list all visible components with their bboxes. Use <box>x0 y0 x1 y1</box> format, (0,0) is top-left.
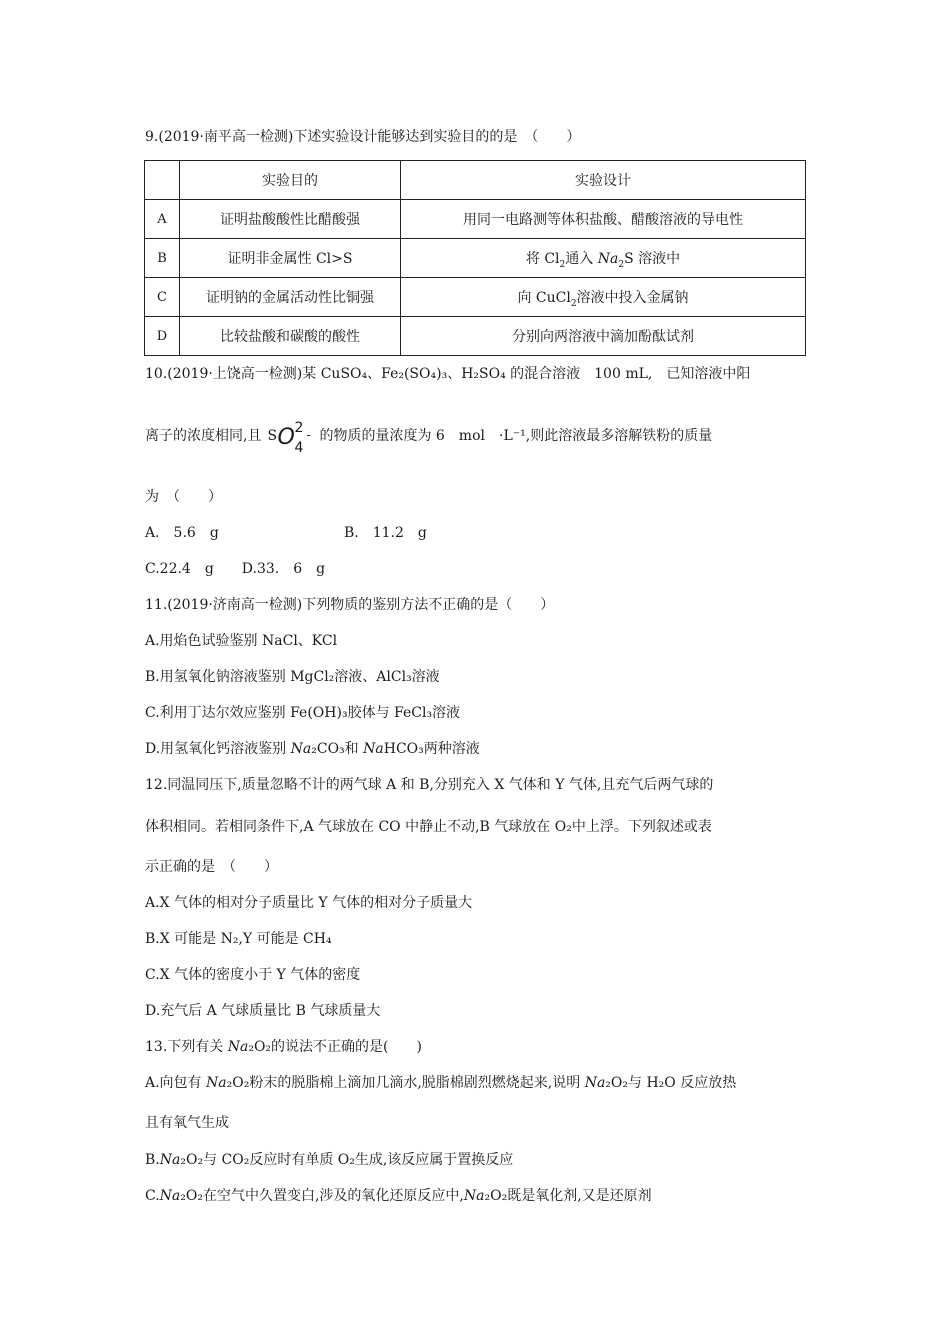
sulfate-ion-formula: S O 2 4 - <box>267 420 311 456</box>
row-key: D <box>145 317 180 356</box>
table-header-cell: 实验目的 <box>180 161 401 200</box>
question-10-line-1: 10.(2019·上饶高一检测)某 CuSO₄、Fe₂(SO₄)₃、H₂SO₄ 的混合溶液 100 mL, 已知溶液中阳 <box>145 366 751 382</box>
option-a-line-2: 且有氧气生成 <box>145 1115 229 1131</box>
row-goal: 证明非金属性 Cl>S <box>180 239 401 278</box>
row-design: 向 CuCl$_2$溶液中投入金属钠 <box>401 278 806 317</box>
question-9-stem: 9.(2019·南平高一检测)下述实验设计能够达到实验目的的是 （ ） <box>145 129 581 145</box>
option-b: B.X 可能是 N₂,Y 可能是 CH₄ <box>145 931 332 947</box>
option-a: A.X 气体的相对分子质量比 Y 气体的相对分子质量大 <box>145 895 473 911</box>
question-10-line-3: 为 （ ） <box>145 489 222 505</box>
option-a-line-1: A.向包有 Na₂O₂粉末的脱脂棉上滴加几滴水,脱脂棉剧烈燃烧起来,说明 Na₂O₂与 H₂O 反应放热 <box>145 1075 737 1091</box>
row-goal: 证明钠的金属活动性比铜强 <box>180 278 401 317</box>
question-12-line-1: 12.同温同压下,质量忽略不计的两气球 A 和 B,分别充入 X 气体和 Y 气体,且充气后两气球的 <box>145 777 714 793</box>
row-goal: 比较盐酸和碳酸的酸性 <box>180 317 401 356</box>
options-c-d: C.22.4 g D.33. 6 g <box>145 561 326 577</box>
option-b: B.Na₂O₂与 CO₂反应时有单质 O₂生成,该反应属于置换反应 <box>145 1152 514 1168</box>
table-row <box>145 317 806 356</box>
table-header-row <box>145 161 806 200</box>
option-b: B. 11.2 g <box>344 525 427 541</box>
option-d: D.充气后 A 气球质量比 B 气球质量大 <box>145 1003 381 1019</box>
question-11-stem: 11.(2019·济南高一检测)下列物质的鉴别方法不正确的是（ ） <box>145 597 555 613</box>
table-header-cell <box>145 161 180 200</box>
option-d: D.用氢氧化钙溶液鉴别 Na₂CO₃和 NaHCO₃两种溶液 <box>145 741 480 757</box>
option-c: C.Na₂O₂在空气中久置变白,涉及的氧化还原反应中,Na₂O₂既是氧化剂,又是还原剂 <box>145 1188 652 1204</box>
row-design: 用同一电路测等体积盐酸、醋酸溶液的导电性 <box>401 200 806 239</box>
option-b: B.用氢氧化钠溶液鉴别 MgCl₂溶液、AlCl₃溶液 <box>145 669 440 685</box>
row-design: 将 $Cl_2$通入 $Na_2S$ 溶液中 <box>401 239 806 278</box>
experiment-table <box>144 160 806 356</box>
question-12-line-2: 体积相同。若相同条件下,A 气球放在 CO 中静止不动,B 气球放在 O₂中上浮。下列叙述或表 <box>145 819 712 835</box>
table-row <box>145 278 806 317</box>
option-a: A. 5.6 g <box>145 525 219 541</box>
table-header-cell: 实验设计 <box>401 161 806 200</box>
question-13-stem: 13.下列有关 Na₂O₂的说法不正确的是( ) <box>145 1039 422 1055</box>
row-key: C <box>145 278 180 317</box>
row-key: B <box>145 239 180 278</box>
question-12-line-3: 示正确的是 （ ） <box>145 859 278 875</box>
option-c: C.X 气体的密度小于 Y 气体的密度 <box>145 967 361 983</box>
row-goal: 证明盐酸酸性比醋酸强 <box>180 200 401 239</box>
table-row <box>145 239 806 278</box>
row-design: 分别向两溶液中滴加酚酞试剂 <box>401 317 806 356</box>
option-c: C.利用丁达尔效应鉴别 Fe(OH)₃胶体与 FeCl₃溶液 <box>145 705 461 721</box>
question-10-line-2: 离子的浓度相同,且 S O 2 4 - 的物质的量浓度为 6 mol ·L⁻¹,则此溶液最多溶解铁粉的质量 <box>145 420 713 456</box>
table-row <box>145 200 806 239</box>
option-a: A.用焰色试验鉴别 NaCl、KCl <box>145 633 338 649</box>
row-key: A <box>145 200 180 239</box>
